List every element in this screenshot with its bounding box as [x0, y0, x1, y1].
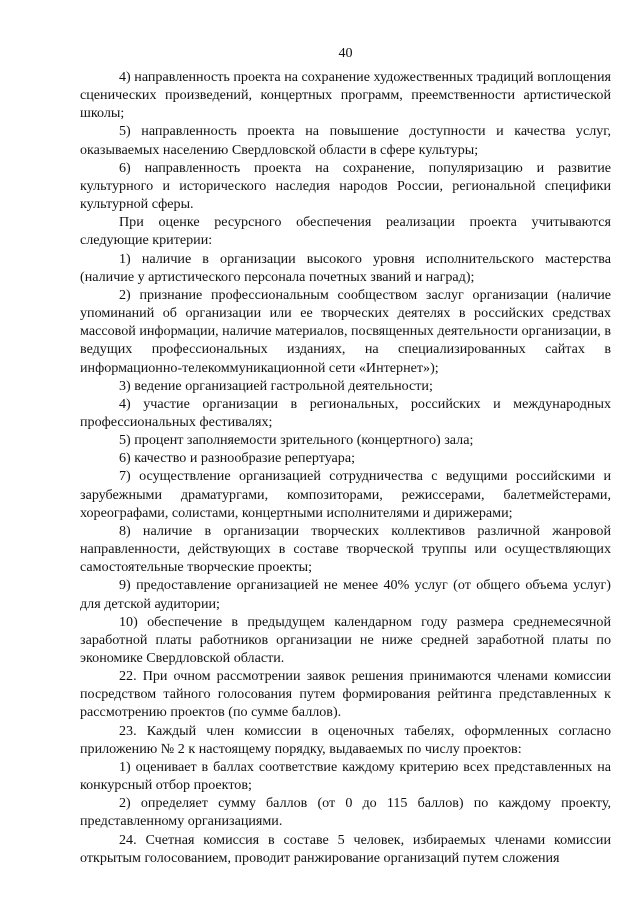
paragraph: 4) участие организации в региональных, российских и международных профессиональных фестивалях;	[80, 395, 611, 430]
paragraph: 2) признание профессиональным сообществом заслуг организации (наличие упоминаний об организации или ее творческих деятелях в российских средствах массовой информации, наличие материалов, посвященных деятельности организации, в ведущих профессиональных изданиях, на специализированных сайтах в информационно-телекоммуникационной сети «Интернет»);	[80, 286, 611, 376]
paragraph: 7) осуществление организацией сотрудничества с ведущими российскими и зарубежными драматургами, композиторами, режиссерами, балетмейстерами, хореографами, солистами, концертными исполнителями и дирижерами;	[80, 468, 611, 521]
paragraph: 24. Счетная комиссия в составе 5 человек, избираемых членами комиссии открытым голосованием, проводит ранжирование организаций путем сложения	[80, 831, 611, 866]
paragraph: 6) направленность проекта на сохранение, популяризацию и развитие культурного и исторического наследия народов России, региональной специфики культурной сферы.	[80, 159, 611, 213]
paragraph: 23. Каждый член комиссии в оценочных табелях, оформленных согласно приложению № 2 к настоящему порядку, выдаваемых по числу проектов:	[80, 722, 611, 757]
page-number: 40	[338, 45, 353, 61]
paragraph: 2) определяет сумму баллов (от 0 до 115 баллов) по каждому проекту, представленному организациями.	[80, 795, 611, 830]
paragraph: 10) обеспечение в предыдущем календарном году размера среднемесячной заработной платы работников организации не ниже средней заработной платы по экономике Свердловской области.	[80, 613, 611, 666]
paragraph: 9) предоставление организацией не менее 40% услуг (от общего объема услуг) для детской аудитории;	[80, 577, 611, 612]
paragraph: 22. При очном рассмотрении заявок решения принимаются членами комиссии посредством тайного голосования путем формирования рейтинга представленных к рассмотрению проектов (по сумме баллов).	[80, 668, 611, 721]
paragraph: 1) оценивает в баллах соответствие каждому критерию всех представленных на конкурсный отбор проектов;	[80, 758, 611, 794]
paragraph: 4) направленность проекта на сохранение художественных традиций воплощения сценических произведений, концертных программ, преемственности артистической школы;	[80, 69, 611, 122]
paragraph: 3) ведение организацией гастрольной деятельности;	[119, 377, 433, 394]
paragraph: 8) наличие в организации творческих коллективов различной жанровой направленности, действующих в составе творческой труппы или осуществляющих самостоятельные творческие проекты;	[80, 522, 611, 576]
paragraph: 1) наличие в организации высокого уровня исполнительского мастерства (наличие у артистического персонала почетных званий и наград);	[80, 250, 611, 285]
paragraph: 5) процент заполняемости зрительного (концертного) зала;	[119, 432, 474, 449]
paragraph: 6) качество и разнообразие репертуара;	[119, 450, 356, 467]
paragraph: 5) направленность проекта на повышение доступности и качества услуг, оказываемых населению Свердловской области в сфере культуры;	[80, 123, 611, 158]
paragraph: При оценке ресурсного обеспечения реализации проекта учитываются следующие критерии:	[80, 214, 611, 249]
